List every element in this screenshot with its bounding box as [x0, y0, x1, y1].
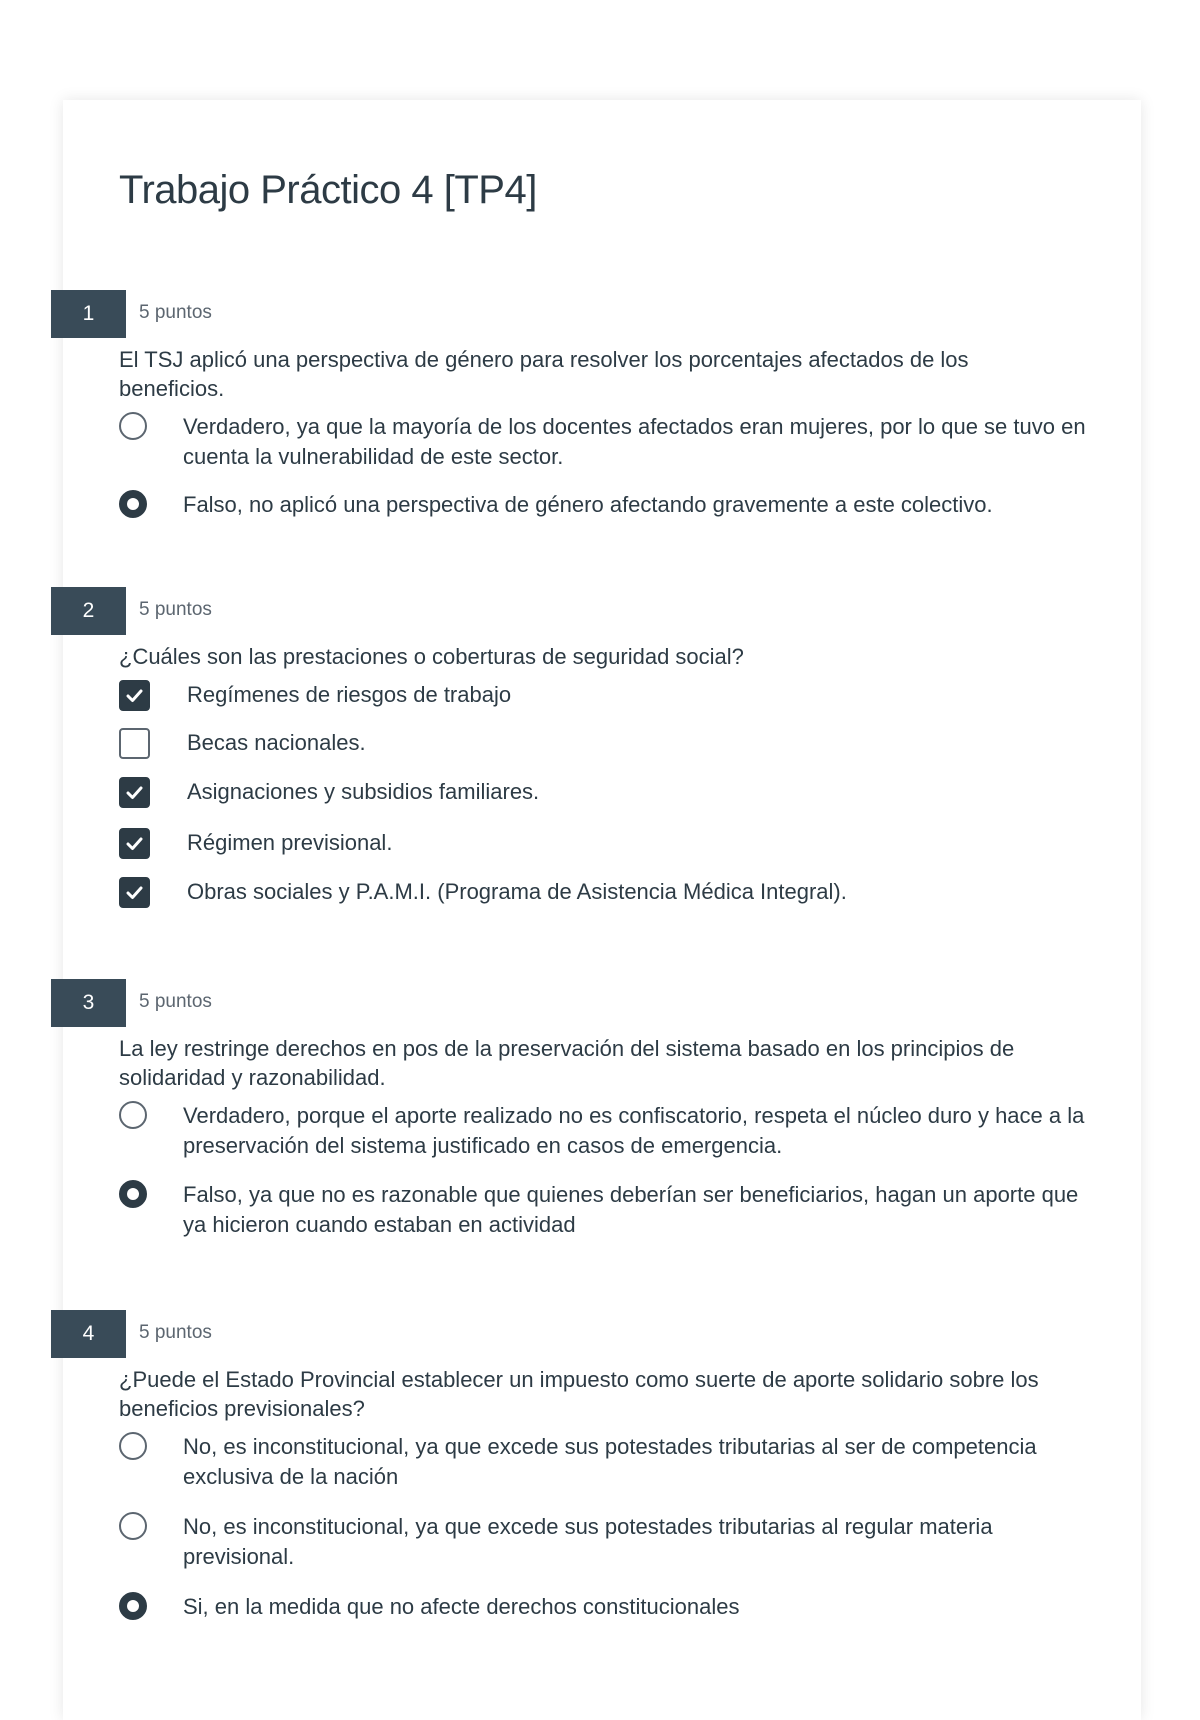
checkbox-checked[interactable]: [119, 877, 150, 908]
answer-label: Si, en la medida que no afecte derechos constitucionales: [183, 1594, 740, 1619]
question-number: 4: [51, 1310, 126, 1358]
checkmark-icon: [124, 882, 145, 903]
question-text: La ley restringe derechos en pos de la preservación del sistema basado en los principios de solidaridad y razonabilidad.: [119, 1036, 1015, 1090]
checkbox-checked[interactable]: [119, 828, 150, 859]
page-title: Trabajo Práctico 4 [TP4]: [119, 168, 537, 212]
checkbox[interactable]: [119, 728, 150, 759]
question-points: 5 puntos: [139, 302, 212, 323]
radio-button[interactable]: [119, 1512, 147, 1540]
answer-label: Regímenes de riesgos de trabajo: [187, 682, 512, 707]
checkbox-checked[interactable]: [119, 777, 150, 808]
question-number: 3: [51, 979, 126, 1027]
radio-button[interactable]: [119, 1432, 147, 1460]
radio-button[interactable]: [119, 412, 147, 440]
answer-label: Régimen previsional.: [187, 830, 393, 855]
answer-label: Becas nacionales.: [187, 730, 366, 755]
answer-label: Verdadero, porque el aporte realizado no es confiscatorio, respeta el núcleo duro y hace a la preservación del sistema justificado en casos de emergencia.: [183, 1103, 1085, 1158]
answer-label: Obras sociales y P.A.M.I. (Programa de Asistencia Médica Integral).: [187, 879, 847, 904]
radio-button[interactable]: [119, 1101, 147, 1129]
question-text: ¿Puede el Estado Provincial establecer un impuesto como suerte de aporte solidario sobre los beneficios previsionales?: [119, 1367, 1039, 1421]
quiz-card: [63, 100, 1141, 1720]
radio-button-selected[interactable]: [119, 1180, 147, 1208]
question-text: El TSJ aplicó una perspectiva de género para resolver los porcentajes afectados de los beneficios.: [119, 347, 969, 401]
checkbox-checked[interactable]: [119, 680, 150, 711]
checkmark-icon: [124, 782, 145, 803]
question-number: 2: [51, 587, 126, 635]
question-points: 5 puntos: [139, 599, 212, 620]
answer-label: Asignaciones y subsidios familiares.: [187, 779, 540, 804]
radio-button-selected[interactable]: [119, 1592, 147, 1620]
question-points: 5 puntos: [139, 991, 212, 1012]
answer-label: No, es inconstitucional, ya que excede sus potestades tributarias al ser de competencia exclusiva de la nación: [183, 1434, 1037, 1489]
question-points: 5 puntos: [139, 1322, 212, 1343]
radio-button-selected[interactable]: [119, 490, 147, 518]
answer-label: Falso, ya que no es razonable que quienes deberían ser beneficiarios, hagan un aporte que ya hicieron cuando estaban en actividad: [183, 1182, 1079, 1237]
answer-label: Falso, no aplicó una perspectiva de género afectando gravemente a este colectivo.: [183, 492, 993, 517]
answer-label: No, es inconstitucional, ya que excede sus potestades tributarias al regular materia previsional.: [183, 1514, 993, 1569]
question-text: ¿Cuáles son las prestaciones o coberturas de seguridad social?: [119, 644, 744, 669]
checkmark-icon: [124, 685, 145, 706]
question-number: 1: [51, 290, 126, 338]
checkmark-icon: [124, 833, 145, 854]
answer-label: Verdadero, ya que la mayoría de los docentes afectados eran mujeres, por lo que se tuvo en cuenta la vulnerabilidad de este sector.: [183, 414, 1086, 469]
